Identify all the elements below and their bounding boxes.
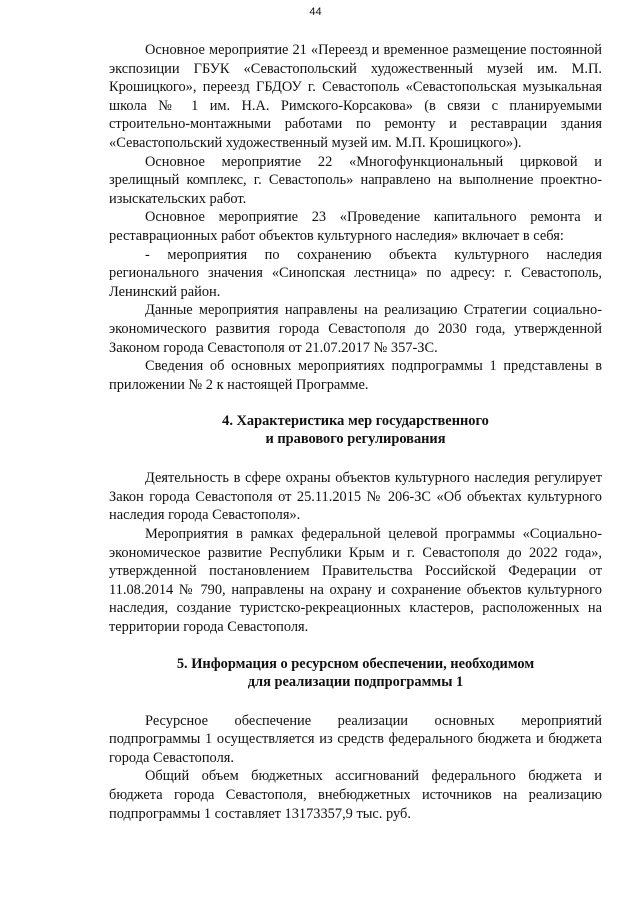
paragraph-bullet-sinop-stairs: - мероприятия по сохранению объекта культурного наследия регионального значения «Синопская лестница» по адресу: г. Севастополь, Ленинский район.: [109, 246, 602, 300]
spacer: [109, 448, 602, 469]
section-5-heading-line-1: 5. Информация о ресурсном обеспечении, необходимом: [176, 655, 535, 672]
paragraph-total-budget: Общий объем бюджетных ассигнований федерального бюджета и бюджета города Севастополя, внебюджетных источников на реализацию подпрограммы 1 составляет 13173357,9 тыс. руб.: [109, 768, 602, 822]
paragraph-event-21: Основное мероприятие 21 «Переезд и временное размещение постоянной экспозиции ГБУК «Севастопольский художественный музей им. М.П. Крошицкого», переезд ГБДОУ г. Севастополь «Севастопольская музыкальная школа № 1 им. Н.А. Римского-Корсакова» (в связи с планируемыми строительно-монтажными работами по ремонту и реставрации здания «Севастопольский художественный музей им. М.П. Крошицкого»).: [109, 42, 602, 151]
paragraph-event-23: Основное мероприятие 23 «Проведение капитального ремонта и реставрационных работ объектов культурного наследия» включает в себя:: [109, 209, 602, 244]
page-number: 44: [309, 6, 322, 18]
paragraph-resource-sources: Ресурсное обеспечение реализации основных мероприятий подпрограммы 1 осуществляется из средств федерального бюджета и бюджета города Севастополя.: [109, 712, 602, 766]
section-4-heading-line-2: и правового регулирования: [265, 431, 446, 448]
section-5-heading-line-2: для реализации подпрограммы 1: [247, 673, 464, 690]
paragraph-event-22: Основное мероприятие 22 «Многофункциональный цирковой и зрелищный комплекс, г. Севастополь» направлено на выполнение проектно-изыскательских работ.: [109, 153, 602, 207]
document-body: [109, 41, 602, 823]
paragraph-federal-program: Мероприятия в рамках федеральной целевой программы «Социально-экономическое развитие Республики Крым и г. Севастополя до 2022 года», утвержденной постановлением Правительства Российской Федерации от 11.08.2014 № 790, направлены на охрану и сохранение объектов культурного наследия, создание туристско-рекреационных кластеров, расположенных на территории города Севастополя.: [109, 526, 602, 636]
paragraph-appendix-reference: Сведения об основных мероприятиях подпрограммы 1 представлены в приложении № 2 к настоящей Программе.: [109, 358, 602, 393]
spacer: [109, 637, 602, 655]
paragraph-law-regulation: Деятельность в сфере охраны объектов культурного наследия регулирует Закон города Севастополя от 25.11.2015 № 206-ЗС «Об объектах культурного наследия города Севастополя».: [109, 470, 602, 524]
spacer: [109, 394, 602, 412]
paragraph-strategy: Данные мероприятия направлены на реализацию Стратегии социально-экономического развития города Севастополя до 2030 года, утвержденной Законом города Севастополя от 21.07.2017 № 357-ЗС.: [109, 302, 602, 356]
spacer: [109, 691, 602, 712]
section-4-heading-line-1: 4. Характеристика мер государственного: [222, 413, 489, 430]
